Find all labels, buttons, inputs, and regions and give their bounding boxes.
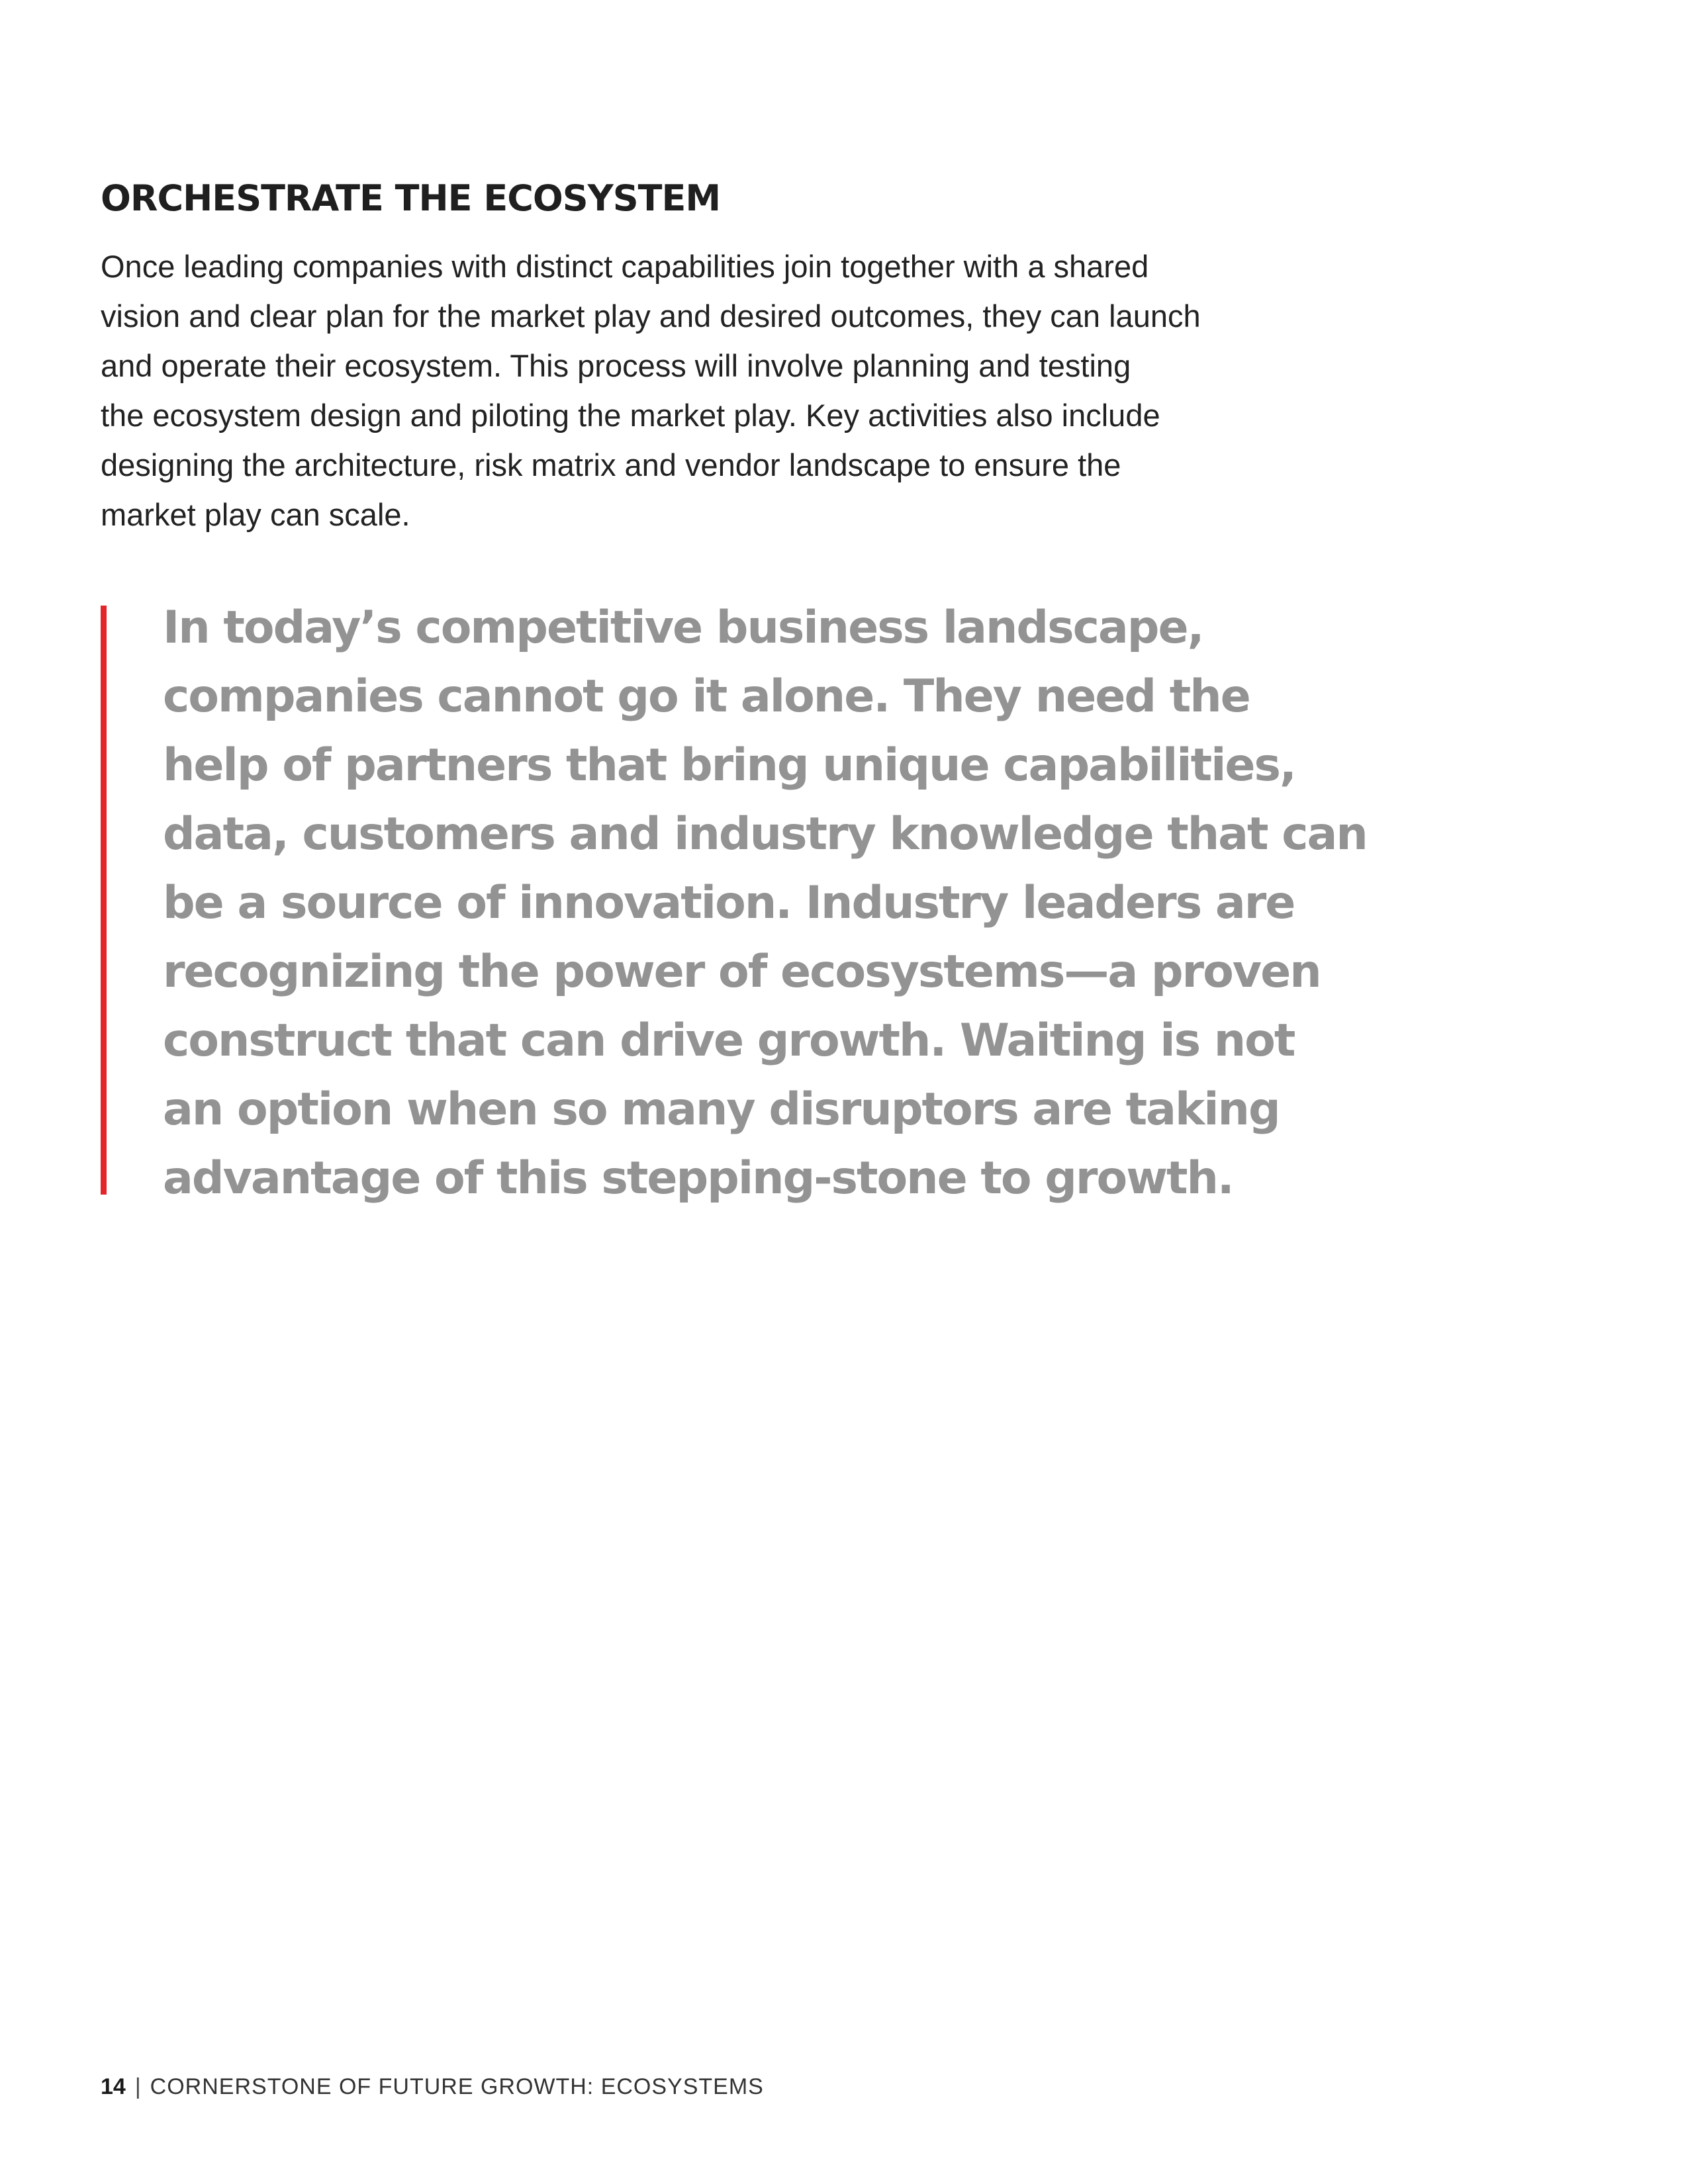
pull-quote-line: advantage of this stepping-stone to growth. [163,1152,1233,1205]
pull-quote-accent-bar [101,606,107,1195]
pull-quote-line: recognizing the power of ecosystems—a proven [163,946,1321,998]
section-heading: ORCHESTRATE THE ECOSYSTEM [101,177,721,219]
pull-quote-line: construct that can drive growth. Waiting is not [163,1015,1295,1067]
pull-quote-line: companies cannot go it alone. They need the [163,670,1250,723]
pull-quote-line: an option when so many disruptors are taking [163,1083,1280,1136]
body-line: and operate their ecosystem. This process will involve planning and testing [101,348,1131,383]
pull-quote-line: In today’s competitive business landscape, [163,602,1203,654]
pull-quote-line: be a source of innovation. Industry leaders are [163,877,1295,929]
pull-quote [163,594,1619,1213]
page-footer [101,2073,764,2100]
pull-quote-line: data, customers and industry knowledge that can [163,808,1367,860]
footer-separator: | [134,2074,141,2099]
pull-quote-line: help of partners that bring unique capabilities, [163,739,1295,792]
body-line: designing the architecture, risk matrix and vendor landscape to ensure the [101,447,1121,482]
body-line: market play can scale. [101,497,410,532]
page-number: 14 [101,2074,126,2099]
body-line: the ecosystem design and piloting the market play. Key activities also include [101,398,1160,433]
body-line: Once leading companies with distinct capabilities join together with a shared [101,249,1149,284]
section-body [101,242,1358,539]
document-title: CORNERSTONE OF FUTURE GROWTH: ECOSYSTEMS [150,2074,764,2099]
body-line: vision and clear plan for the market play and desired outcomes, they can launch [101,298,1201,334]
